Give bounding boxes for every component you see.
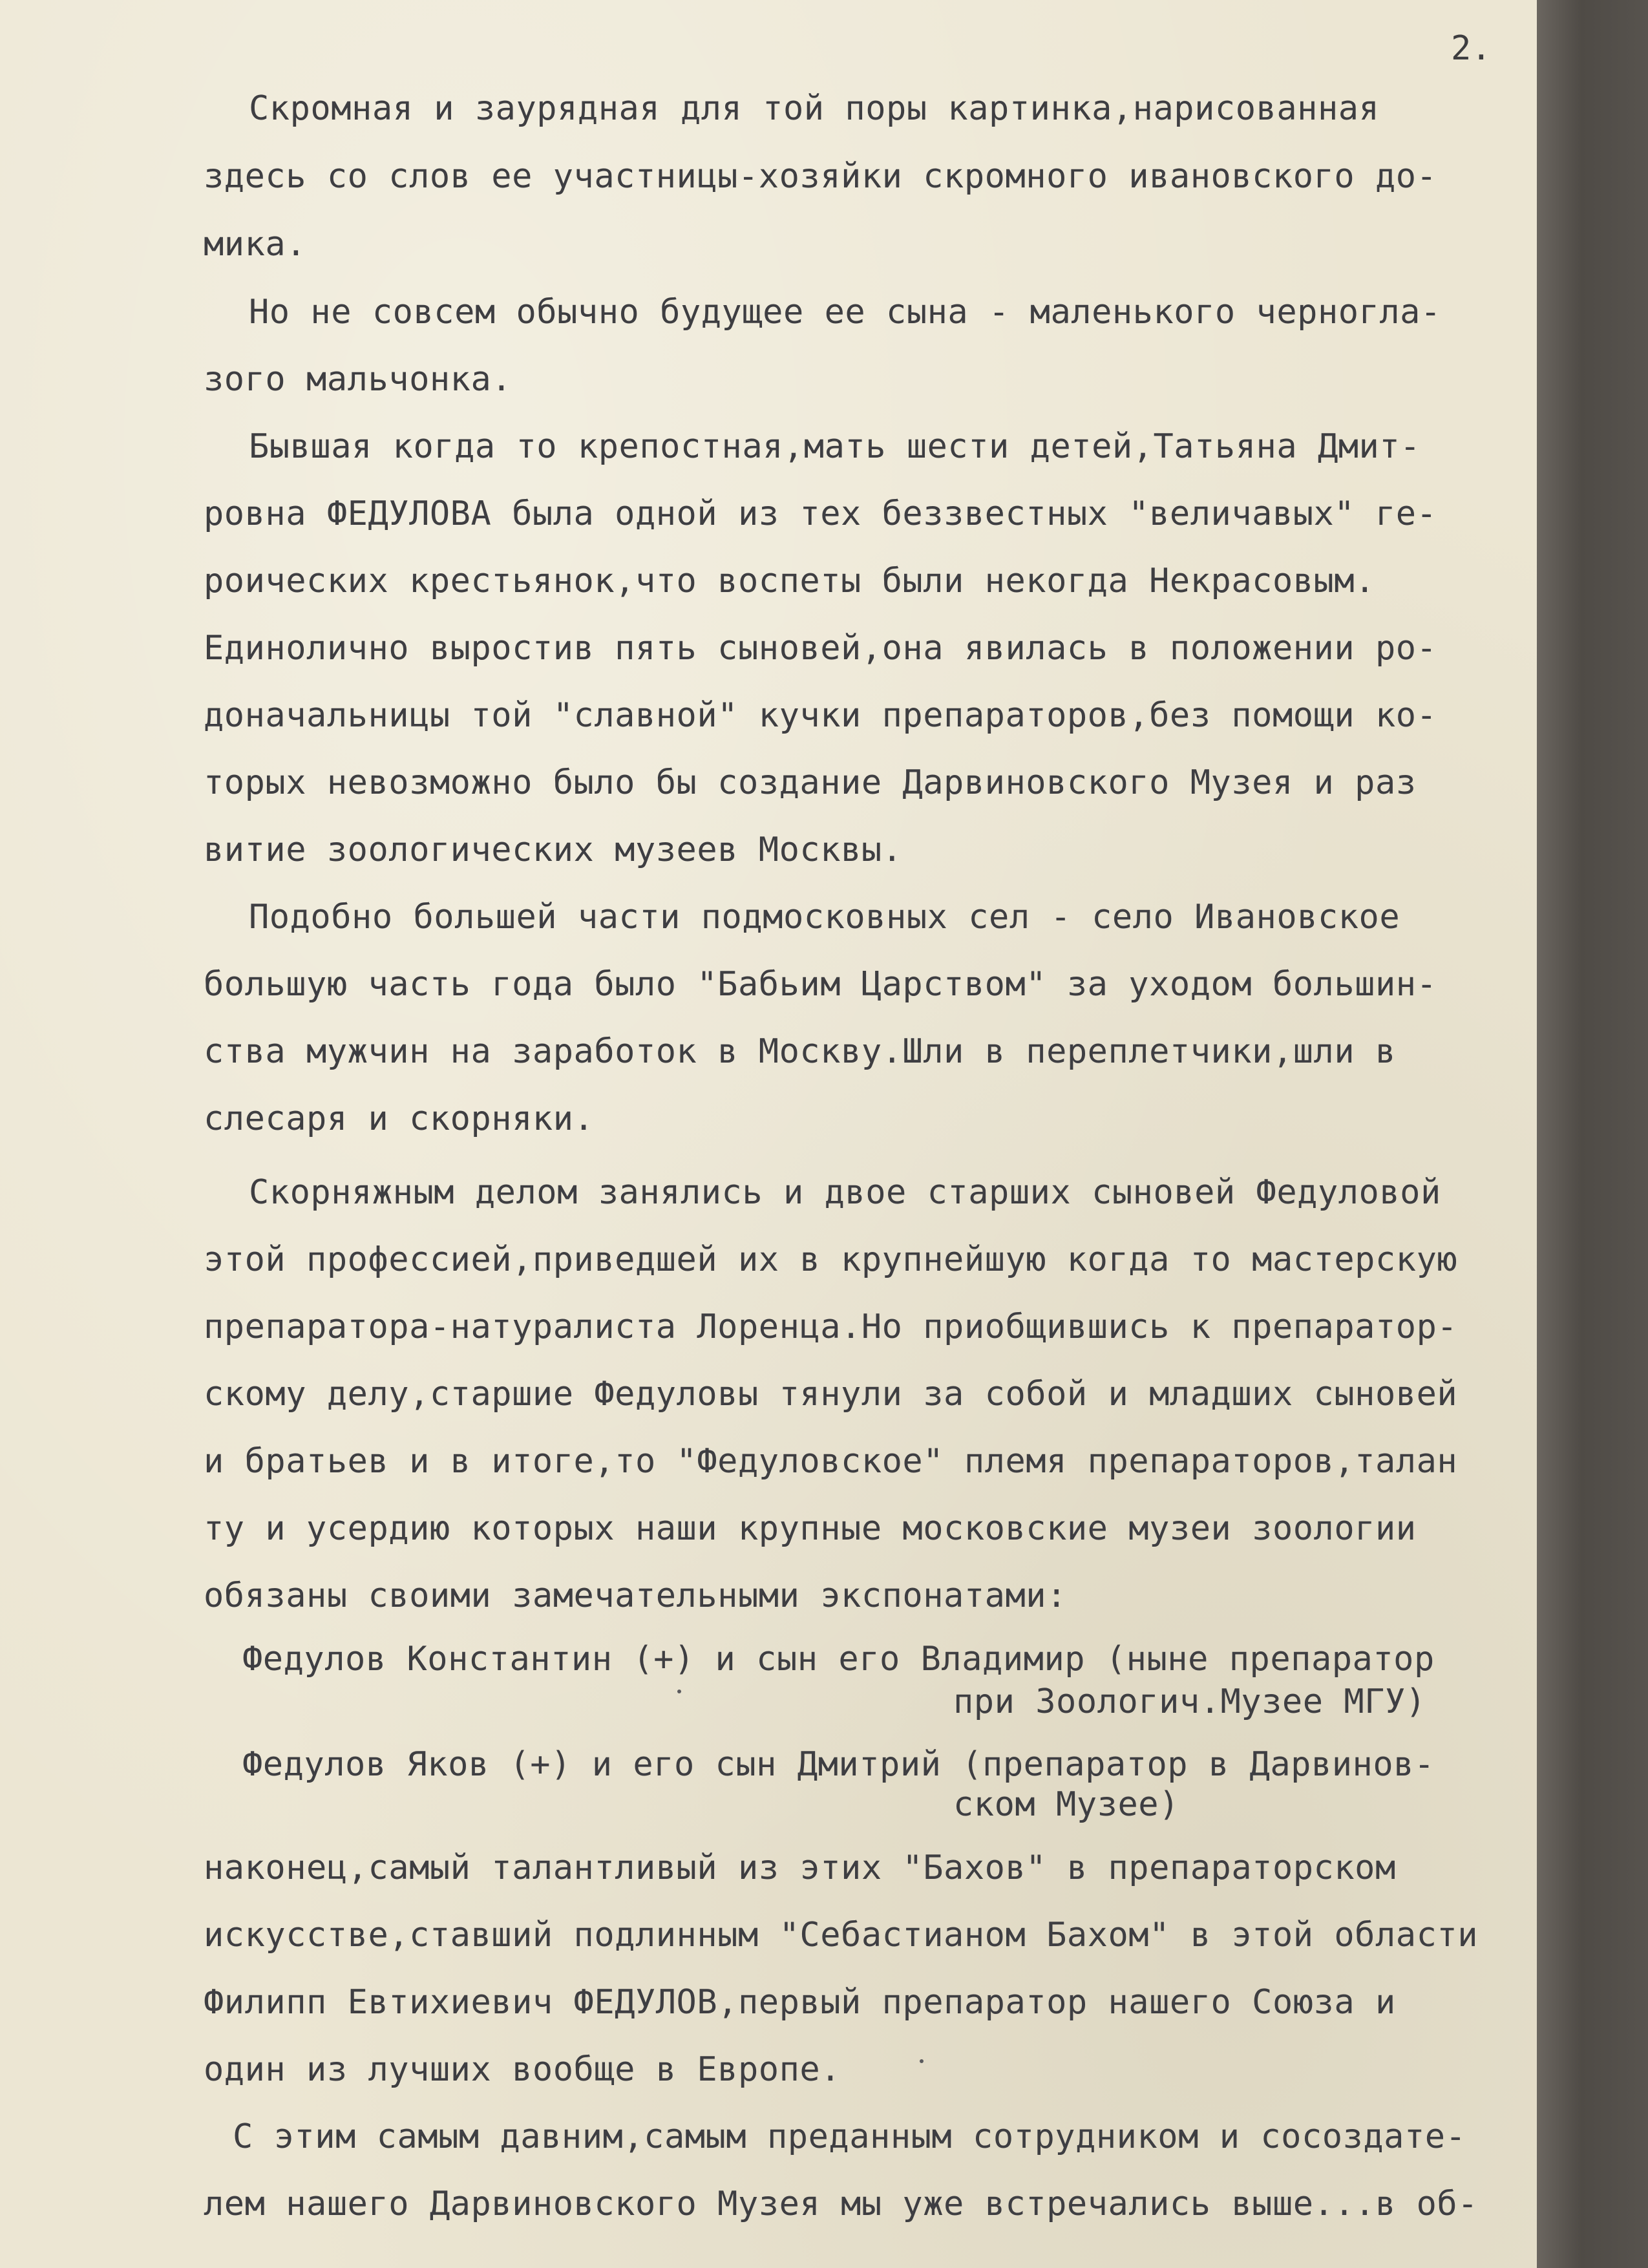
text-line: Но не совсем обычно будущее ее сына - маленького черногла- bbox=[249, 293, 1441, 332]
text-line: Федулов Константин (+) и сын его Владимир (ныне препаратор bbox=[242, 1640, 1435, 1679]
ink-speck bbox=[677, 1690, 681, 1693]
text-line: торых невозможно было бы создание Дарвиновского Музея и раз bbox=[204, 763, 1417, 802]
text-line: ровна ФЕДУЛОВА была одной из тех беззвестных "величавых" ге- bbox=[204, 494, 1437, 533]
text-line: Единолично выростив пять сыновей,она явилась в положении ро- bbox=[204, 629, 1437, 668]
text-line: при Зоологич.Музее МГУ) bbox=[953, 1682, 1426, 1721]
text-line: мика. bbox=[204, 225, 307, 264]
ink-speck bbox=[920, 2059, 924, 2063]
text-line: этой профессией,приведшей их в крупнейшую когда то мастерскую bbox=[204, 1240, 1458, 1279]
text-line: обязаны своими замечательными экспонатами: bbox=[204, 1576, 1067, 1615]
text-line: Филипп Евтихиевич ФЕДУЛОВ,первый препаратор нашего Союза и bbox=[204, 1983, 1396, 2022]
text-line: ства мужчин на заработок в Москву.Шли в переплетчики,шли в bbox=[204, 1032, 1396, 1071]
text-line: Скромная и заурядная для той поры картинка,нарисованная bbox=[249, 89, 1380, 128]
text-line: Федулов Яков (+) и его сын Дмитрий (препаратор в Дарвинов- bbox=[242, 1745, 1435, 1784]
text-line: препаратора-натуралиста Лоренца.Но приобщившись к препаратор- bbox=[204, 1308, 1458, 1346]
text-line: С этим самым давним,самым преданным сотрудником и сосоздате- bbox=[233, 2117, 1466, 2156]
text-line: скому делу,старшие Федуловы тянули за собой и младших сыновей bbox=[204, 1375, 1458, 1414]
text-line: доначальницы той "славной" кучки препараторов,без помощи ко- bbox=[204, 696, 1437, 735]
text-line: лем нашего Дарвиновского Музея мы уже встречались выше...в об- bbox=[204, 2185, 1479, 2223]
text-line: Скорняжным делом занялись и двое старших сыновей Федуловой bbox=[249, 1173, 1441, 1212]
page-number: 2. bbox=[1451, 29, 1492, 68]
text-line: и братьев и в итоге,то "Федуловское" племя препараторов,талан bbox=[204, 1442, 1458, 1481]
text-line: здесь со слов ее участницы-хозяйки скромного ивановского до- bbox=[204, 157, 1437, 196]
text-line: искусстве,ставший подлинным "Себастианом Бахом" в этой области bbox=[204, 1916, 1479, 1955]
text-line: наконец,самый талантливый из этих "Бахов" в препараторском bbox=[204, 1849, 1396, 1887]
text-line: большую часть года было "Бабьим Царством" за уходом большин- bbox=[204, 965, 1437, 1004]
text-line: витие зоологических музеев Москвы. bbox=[204, 831, 903, 869]
text-line: Подобно большей части подмосковных сел - село Ивановское bbox=[249, 898, 1400, 937]
text-line: роических крестьянок,что воспеты были некогда Некрасовым. bbox=[204, 562, 1375, 600]
scan-background-edge bbox=[1537, 0, 1648, 2268]
text-line: слесаря и скорняки. bbox=[204, 1099, 595, 1138]
text-line: ском Музее) bbox=[953, 1785, 1179, 1824]
text-line: один из лучших вообще в Европе. bbox=[204, 2050, 841, 2089]
text-line: Бывшая когда то крепостная,мать шести детей,Татьяна Дмит- bbox=[249, 427, 1421, 466]
text-line: ту и усердию которых наши крупные московские музеи зоологии bbox=[204, 1509, 1417, 1548]
text-line: зого мальчонка. bbox=[204, 360, 512, 399]
